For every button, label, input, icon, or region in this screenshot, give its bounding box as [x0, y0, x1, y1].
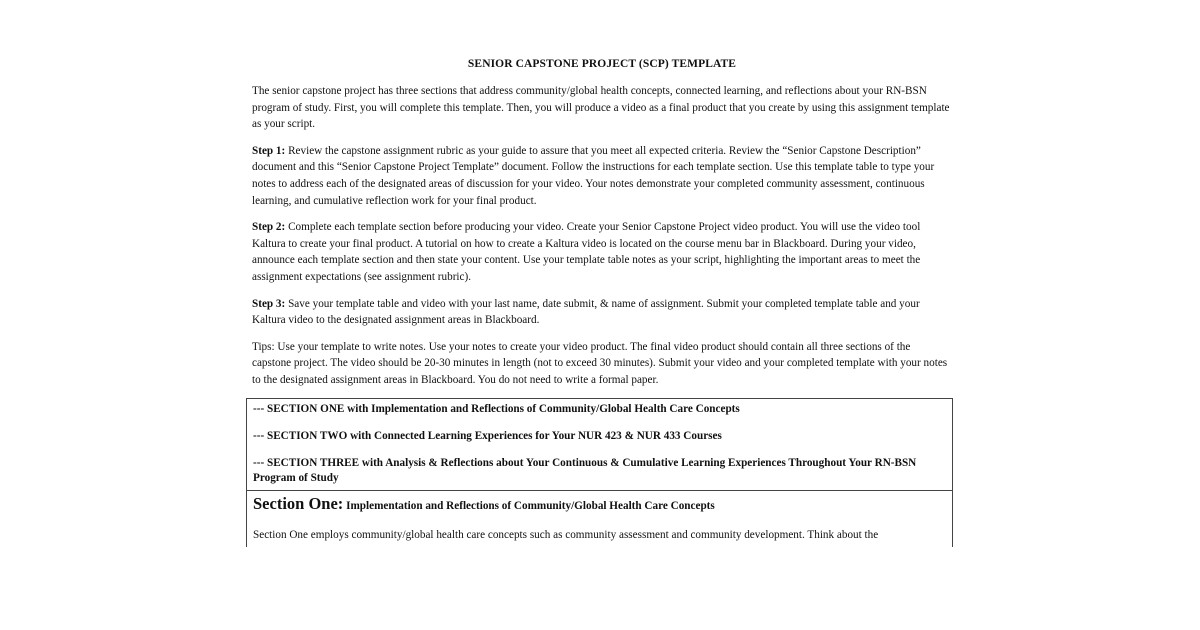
section-one-cell: [247, 491, 952, 547]
section-three-line: --- SECTION THREE with Analysis & Reflections about Your Continuous & Cumulative Learning Experiences Throughout Your RN-BSN Program of Study: [253, 457, 917, 484]
section-one-heading-title: Implementation and Reflections of Community/Global Health Care Concepts: [343, 500, 715, 512]
document-page: [252, 58, 952, 399]
step-2-label: Step 2:: [252, 221, 286, 234]
step-3-label: Step 3:: [252, 297, 286, 310]
step-2-text: Complete each template section before producing your video. Create your Senior Capstone Project video product. You will use the video tool Kaltura to create your final product. A tutorial on how to create a Kaltura video is located on the course menu bar in Blackboard. During your video, announce each template section and then state your content. Use your template table notes as your script, highlighting the important areas to meet the assignment expectations (see assignment rubric).: [252, 221, 921, 283]
step-1-label: Step 1:: [252, 144, 286, 157]
step-3-text: Save your template table and video with your last name, date submit, & name of assignment. Submit your completed template table and your Kaltura video to the designated assignment areas in Blackboard.: [252, 297, 920, 327]
section-one-heading-label: Section One:: [253, 494, 344, 513]
template-table: [246, 398, 953, 547]
section-one-line: --- SECTION ONE with Implementation and Reflections of Community/Global Health Care Concepts: [253, 403, 740, 415]
section-two-line: --- SECTION TWO with Connected Learning Experiences for Your NUR 423 & NUR 433 Courses: [253, 430, 722, 442]
tips-paragraph: Tips: Use your template to write notes. Use your notes to create your video product. The final video product should contain all three sections of the capstone project. The video should be 20-30 minutes in length (not to exceed 30 minutes). Submit your video and your completed template with your notes to the designated assignment areas in Blackboard. You do not need to write a formal paper.: [252, 340, 948, 386]
step-1-text: Review the capstone assignment rubric as your guide to assure that you meet all expected criteria. Review the “Senior Capstone Description” document and this “Senior Capstone Project Template” document. Follow the instructions for each template section. Use this template table to type your notes to address each of the designated areas of discussion for your video. Your notes demonstrate your completed community assessment, continuous learning, and cumulative reflection work for your final product.: [252, 144, 935, 207]
intro-paragraph: The senior capstone project has three sections that address community/global health concepts, connected learning, and reflections about your RN-BSN program of study. First, you will complete this template. Then, you will produce a video as a final product that you create by using this assignment template as your script.: [252, 85, 950, 131]
section-one-heading: [253, 493, 946, 517]
step-3-paragraph: [252, 296, 952, 329]
step-2-paragraph: [252, 219, 952, 285]
sections-overview-cell: [247, 399, 952, 491]
step-1-paragraph: [252, 143, 952, 209]
document-title: SENIOR CAPSTONE PROJECT (SCP) TEMPLATE: [467, 58, 737, 70]
section-one-body: Section One employs community/global health care concepts such as community assessment and community development. Think about the: [253, 529, 879, 541]
